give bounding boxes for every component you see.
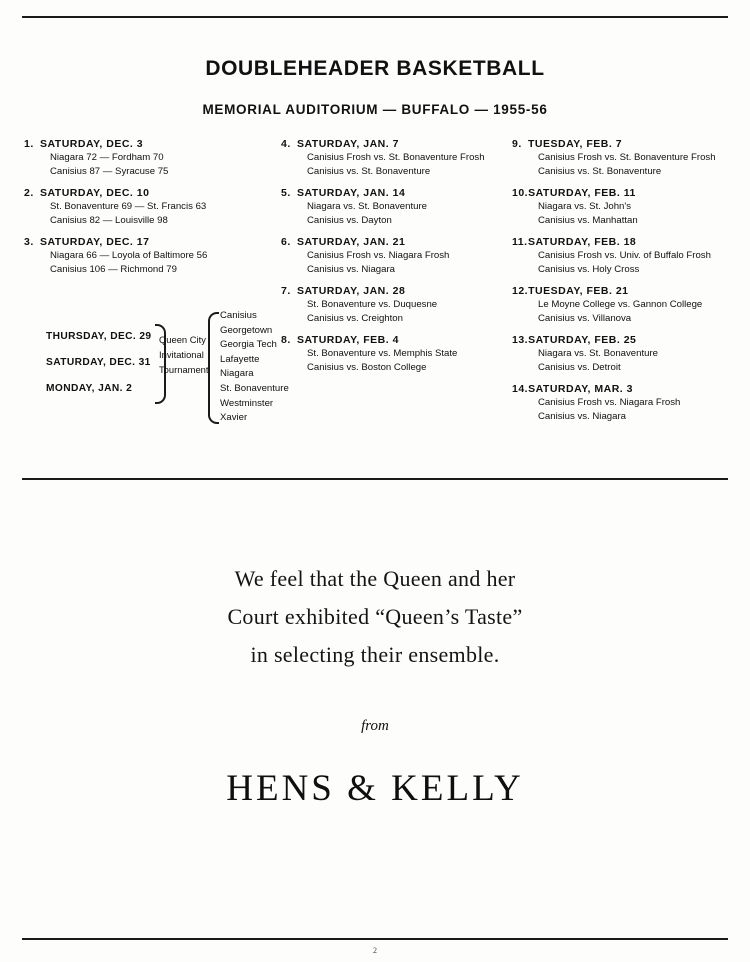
section-divider [22, 478, 728, 480]
schedule-entry [512, 236, 744, 276]
schedule-entry-games [307, 249, 511, 276]
schedule-entry-number: 9. [512, 138, 522, 150]
schedule-game-line: Canisius 82 — Louisville 98 [50, 214, 168, 226]
schedule-entry [24, 138, 274, 178]
tournament-name [159, 332, 211, 377]
schedule-game-line: Canisius Frosh vs. St. Bonaventure Frosh [538, 152, 716, 163]
schedule-entry-date: SATURDAY, FEB. 25 [528, 334, 637, 346]
schedule-game-line: St. Bonaventure vs. Duquesne [307, 299, 438, 310]
schedule-entry [512, 138, 744, 178]
tournament-name-line: Invitational [159, 349, 204, 360]
schedule-entry [281, 138, 511, 178]
schedule-entry-number: 1. [24, 138, 34, 150]
schedule-entry-heading [512, 138, 744, 150]
tournament-date: THURSDAY, DEC. 29 [46, 331, 152, 342]
schedule-game-line: Canisius 106 — Richmond 79 [50, 263, 177, 275]
schedule-entry-number: 2. [24, 187, 34, 199]
schedule-entry-games [538, 298, 744, 325]
schedule-entry-heading [512, 334, 744, 346]
schedule-entry-games [307, 200, 511, 227]
schedule-game-line: Canisius Frosh vs. Univ. of Buffalo Frosh [538, 250, 711, 261]
tournament-team: Xavier [220, 412, 248, 424]
schedule-entry-games [538, 396, 744, 423]
schedule-game-line: Canisius vs. Creighton [307, 312, 403, 324]
schedule-entry-number: 13. [512, 334, 529, 346]
schedule-game-line: St. Bonaventure vs. Memphis State [307, 348, 458, 359]
schedule-entry-number: 14. [512, 383, 529, 395]
schedule-game-line: St. Bonaventure 69 — St. Francis 63 [50, 201, 207, 212]
schedule-entry-number: 10. [512, 187, 529, 199]
tournament-date: MONDAY, JAN. 2 [46, 383, 133, 394]
tournament-team: Niagara [220, 368, 254, 380]
tournament-name-line: Queen City [159, 334, 206, 345]
schedule-game-line: Canisius Frosh vs. St. Bonaventure Frosh [307, 152, 485, 163]
schedule-entry-date: SATURDAY, DEC. 10 [40, 187, 150, 199]
ad-brand-name: HENS & KELLY [226, 768, 524, 809]
schedule-entry [281, 187, 511, 227]
schedule-game-line: Canisius vs. Dayton [307, 214, 392, 226]
page-title: DOUBLEHEADER BASKETBALL [205, 57, 545, 80]
schedule-game-line: Le Moyne College vs. Gannon College [538, 299, 703, 310]
schedule-entry-heading [512, 285, 744, 297]
schedule-game-line: Canisius vs. St. Bonaventure [538, 165, 662, 177]
schedule-game-line: Niagara 72 — Fordham 70 [50, 152, 164, 163]
schedule-entry-heading [512, 383, 744, 395]
schedule-entry-games [307, 298, 511, 325]
schedule-entry-heading [281, 187, 511, 199]
schedule-game-line: Canisius vs. St. Bonaventure [307, 165, 431, 177]
schedule-game-line: Canisius vs. Manhattan [538, 214, 638, 226]
schedule-game-line: Canisius vs. Holy Cross [538, 263, 640, 275]
schedule-entry-date: TUESDAY, FEB. 7 [528, 138, 623, 150]
schedule-entry-date: SATURDAY, FEB. 11 [528, 187, 636, 199]
schedule-columns [0, 138, 750, 458]
schedule-entry-date: SATURDAY, JAN. 28 [297, 285, 406, 297]
schedule-game-line: Canisius 87 — Syracuse 75 [50, 165, 169, 177]
tournament-team: Georgia Tech [220, 339, 277, 351]
schedule-entry-date: SATURDAY, FEB. 18 [528, 236, 637, 248]
schedule-entry-games [50, 151, 274, 178]
schedule-game-line: Niagara vs. St. Bonaventure [538, 348, 658, 359]
schedule-entry-heading [281, 285, 511, 297]
schedule-game-line: Niagara vs. St. John's [538, 201, 632, 212]
schedule-entry [512, 285, 744, 325]
schedule-entry-heading [512, 236, 744, 248]
schedule-entry-games [307, 151, 511, 178]
tournament-team: Georgetown [220, 324, 273, 336]
tournament-dates [46, 324, 158, 402]
tournament-name-line: Tournament [159, 364, 209, 375]
schedule-entry-date: SATURDAY, JAN. 21 [297, 236, 406, 248]
schedule-entry [24, 236, 274, 276]
schedule-entry-heading [24, 236, 274, 248]
schedule-entry-date: SATURDAY, JAN. 14 [297, 187, 406, 199]
schedule-game-line: Canisius Frosh vs. Niagara Frosh [538, 397, 681, 408]
schedule-entry [512, 334, 744, 374]
ad-text-line: We feel that the Queen and her [234, 566, 516, 591]
schedule-entry-games [538, 249, 744, 276]
schedule-entry-number: 3. [24, 236, 34, 248]
schedule-entry-number: 11. [512, 236, 528, 248]
schedule-entry [512, 187, 744, 227]
schedule-entry-number: 6. [281, 236, 291, 248]
top-divider [22, 16, 728, 18]
schedule-column-3 [512, 138, 744, 432]
schedule-entry-number: 7. [281, 285, 291, 297]
ad-text-line: Court exhibited “Queen’s Taste” [227, 604, 523, 629]
schedule-entry-games [538, 151, 744, 178]
schedule-entry-date: SATURDAY, JAN. 7 [297, 138, 399, 150]
page-number: 2 [373, 946, 377, 955]
schedule-entry-date: SATURDAY, DEC. 3 [40, 138, 144, 150]
schedule-entry-heading [24, 138, 274, 150]
tournament-block [24, 310, 289, 453]
schedule-entry-games [50, 249, 274, 276]
right-brace-icon [208, 312, 219, 424]
schedule-game-line: Niagara 66 — Loyola of Baltimore 56 [50, 250, 208, 261]
schedule-game-line: Canisius vs. Boston College [307, 361, 427, 373]
schedule-entry [24, 187, 274, 227]
tournament-team: Westminster [220, 397, 274, 409]
schedule-entry [281, 334, 511, 374]
ad-from-label: from [361, 718, 389, 734]
schedule-entry-heading [281, 334, 511, 346]
schedule-entry-games [307, 347, 511, 374]
schedule-entry-number: 4. [281, 138, 291, 150]
schedule-game-line: Canisius Frosh vs. Niagara Frosh [307, 250, 450, 261]
schedule-entry-date: TUESDAY, FEB. 21 [528, 285, 629, 297]
schedule-entry-games [50, 200, 274, 227]
schedule-entry-date: SATURDAY, FEB. 4 [297, 334, 399, 346]
schedule-entry-heading [281, 236, 511, 248]
tournament-date: SATURDAY, DEC. 31 [46, 357, 151, 368]
schedule-entry [512, 383, 744, 423]
schedule-entry-heading [281, 138, 511, 150]
schedule-entry-number: 12. [512, 285, 529, 297]
schedule-column-1 [24, 138, 289, 424]
schedule-entry [281, 236, 511, 276]
schedule-game-line: Canisius vs. Niagara [307, 263, 395, 275]
schedule-column-2 [281, 138, 511, 383]
schedule-game-line: Canisius vs. Detroit [538, 361, 621, 373]
page-subtitle: MEMORIAL AUDITORIUM — BUFFALO — 1955-56 [202, 102, 548, 117]
advertisement [0, 560, 750, 810]
schedule-entry-date: SATURDAY, DEC. 17 [40, 236, 150, 248]
schedule-entry-heading [24, 187, 274, 199]
bottom-divider [22, 938, 728, 940]
tournament-team: Canisius [220, 310, 257, 321]
schedule-entry-games [538, 200, 744, 227]
schedule-game-line: Canisius vs. Niagara [538, 410, 626, 422]
schedule-game-line: Canisius vs. Villanova [538, 312, 632, 324]
ad-text-line: in selecting their ensemble. [250, 642, 500, 667]
schedule-entry-games [538, 347, 744, 374]
schedule-entry-date: SATURDAY, MAR. 3 [528, 383, 633, 395]
tournament-team: Lafayette [220, 353, 260, 365]
schedule-entry-number: 5. [281, 187, 291, 199]
schedule-entry-number: 8. [281, 334, 291, 346]
schedule-entry [281, 285, 511, 325]
schedule-game-line: Niagara vs. St. Bonaventure [307, 201, 427, 212]
tournament-team: St. Bonaventure [220, 382, 289, 394]
schedule-entry-heading [512, 187, 744, 199]
